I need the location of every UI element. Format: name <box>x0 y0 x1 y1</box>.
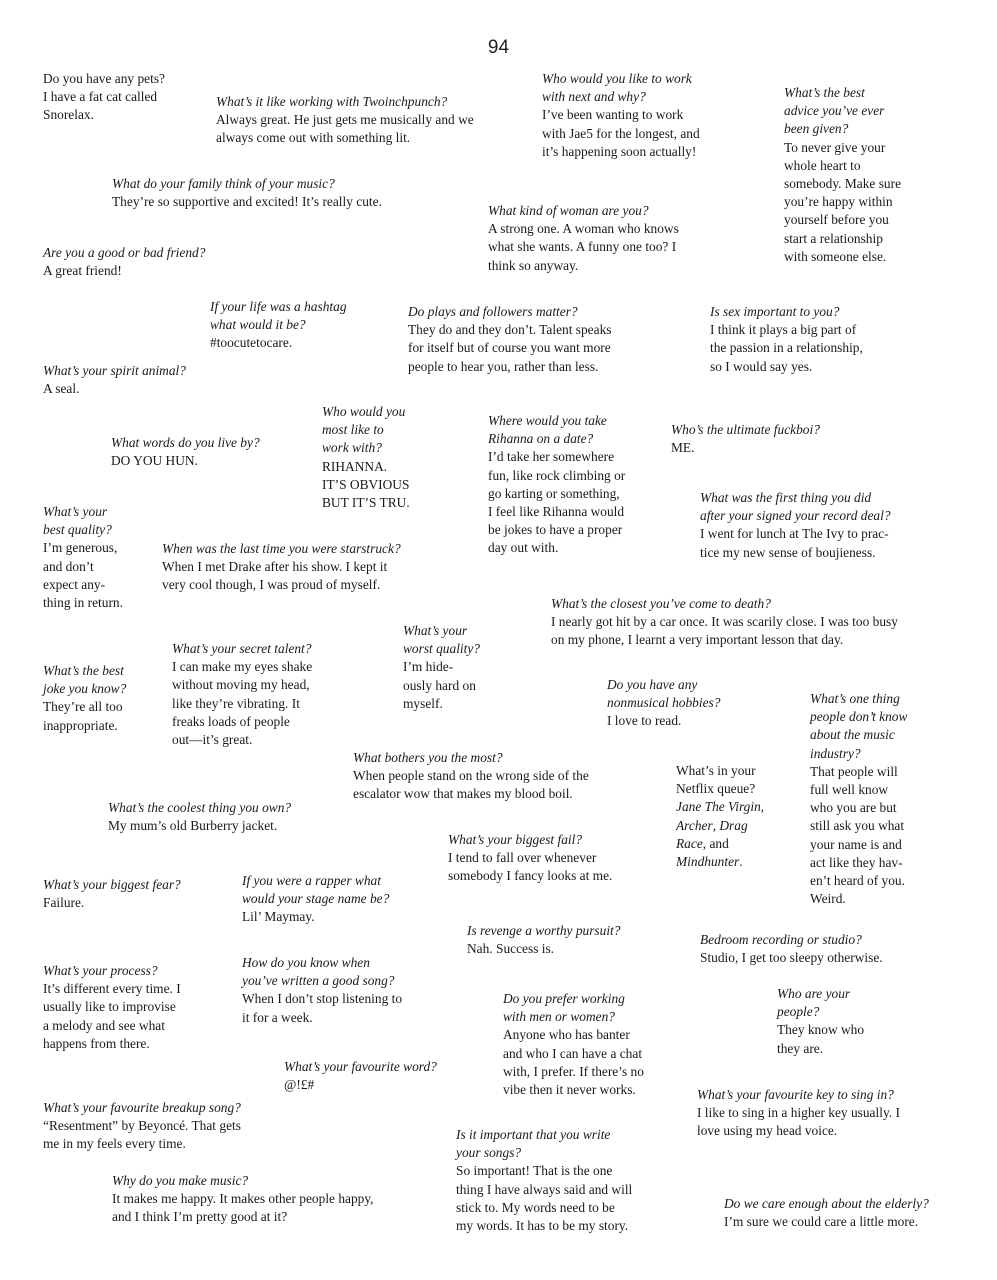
question: Who would you most like to work with? <box>322 404 406 456</box>
answer: I tend to fall over whenever somebody I fancy looks at me. <box>448 850 613 884</box>
answer: They’re so supportive and excited! It’s really cute. <box>112 194 382 210</box>
answer: That people will full well know who you are but still ask you what your name is and act like they hav- en’t heard of you. Weird. <box>810 763 905 907</box>
qa-why-music <box>112 1172 374 1227</box>
qa-process <box>43 962 181 1053</box>
answer: Studio, I get too sleepy otherwise. <box>700 950 883 966</box>
qa-men-or-women <box>503 990 644 1099</box>
answer-title: Drag Race <box>676 817 748 851</box>
answer: They do and they don’t. Talent speaks for itself but of course you want more people to hear you, rather than less. <box>408 322 612 374</box>
question: What’s your secret talent? <box>172 641 312 656</box>
question: What’s your biggest fail? <box>448 832 583 847</box>
qa-work-next <box>542 70 700 161</box>
question: What was the first thing you did after your signed your record deal? <box>700 490 891 524</box>
answer: A strong one. A woman who knows what she wants. A funny one too? I think so anyway. <box>488 221 679 273</box>
qa-hashtag <box>210 298 347 353</box>
answer: Do you have any pets? I have a fat cat called Snorelax. <box>43 71 165 123</box>
answer-title: Archer <box>676 817 713 833</box>
qa-write-songs <box>456 1126 632 1235</box>
answer: Always great. He just gets me musically and we always come out with something lit. <box>216 112 474 146</box>
qa-friend <box>43 244 205 280</box>
question: What’s the best joke you know? <box>43 663 127 697</box>
answer-text: . <box>739 854 743 870</box>
qa-revenge <box>467 922 620 958</box>
page-number: 94 <box>487 37 510 58</box>
answer: I’d take her somewhere fun, like rock climbing or go karting or something, I feel like Rihanna would be jokes to have a proper day out with. <box>488 449 626 556</box>
qa-hobbies <box>607 676 720 731</box>
answer: I like to sing in a higher key usually. I love using my head voice. <box>697 1105 900 1139</box>
question: What’s your worst quality? <box>403 623 481 657</box>
answer: Lil’ Maymay. <box>242 909 315 925</box>
answer: It makes me happy. It makes other people happy, and I think I’m pretty good at it? <box>112 1191 374 1225</box>
question: What kind of woman are you? <box>488 203 649 218</box>
answer: #toocutetocare. <box>210 335 293 351</box>
answer: I love to read. <box>607 713 682 729</box>
qa-netflix <box>676 762 764 871</box>
question: Do you have any nonmusical hobbies? <box>607 677 721 711</box>
answer-text: , <box>760 799 765 815</box>
qa-rapper-name <box>242 872 389 927</box>
question: Who are your people? <box>777 986 851 1020</box>
qa-family <box>112 175 382 211</box>
answer: I went for lunch at The Ivy to prac- tice my new sense of boujieness. <box>700 526 889 560</box>
qa-spirit-animal <box>43 362 186 398</box>
qa-best-advice <box>784 84 901 266</box>
qa-sex <box>710 303 863 376</box>
question: Where would you take Rihanna on a date? <box>488 413 607 447</box>
question: Who would you like to work with next and why? <box>542 71 692 105</box>
qa-bedroom-studio <box>700 931 883 967</box>
question: Who’s the ultimate fuckboi? <box>671 422 820 437</box>
qa-favourite-key <box>697 1086 900 1141</box>
answer: My mum’s old Burberry jacket. <box>108 818 278 834</box>
answer: So important! That is the one thing I have always said and will stick to. My words need to be my words. It has to be my story. <box>456 1163 633 1234</box>
qa-kind-of-woman <box>488 202 679 275</box>
question: What bothers you the most? <box>353 750 503 765</box>
answer: @!£# <box>284 1077 315 1093</box>
question: Do plays and followers matter? <box>408 304 578 319</box>
question: What words do you live by? <box>111 435 260 450</box>
qa-fuckboi <box>671 421 820 457</box>
answer: It’s different every time. I usually like to improvise a melody and see what happens from there. <box>43 981 181 1051</box>
qa-rihanna-date <box>488 412 625 558</box>
question: Do we care enough about the elderly? <box>724 1196 929 1211</box>
qa-record-deal <box>700 489 891 562</box>
question: If your life was a hashtag what would it be? <box>210 299 347 333</box>
answer: I’m hide- ously hard on myself. <box>403 659 476 711</box>
question: What’s the coolest thing you own? <box>108 800 292 815</box>
answer-title: Mindhunter <box>676 854 740 870</box>
qa-best-joke <box>43 662 126 735</box>
answer: ME. <box>671 440 695 456</box>
answer: A seal. <box>43 381 80 397</box>
question: Is sex important to you? <box>710 304 840 319</box>
qa-favourite-word <box>284 1058 437 1094</box>
question: What do your family think of your music? <box>112 176 335 191</box>
qa-plays-followers <box>408 303 611 376</box>
answer-text: What’s in your Netflix queue? <box>676 763 756 797</box>
answer: RIHANNA. IT’S OBVIOUS BUT IT’S TRU. <box>322 458 410 511</box>
answer: DO YOU HUN. <box>111 453 198 469</box>
question: Do you prefer working with men or women? <box>503 991 625 1025</box>
qa-best-quality <box>43 503 123 612</box>
qa-coolest-thing <box>108 799 291 835</box>
qa-music-industry <box>810 690 907 908</box>
question: What’s your favourite breakup song? <box>43 1100 241 1115</box>
question: If you were a rapper what would your stage name be? <box>242 873 390 907</box>
question: What’s the closest you’ve come to death? <box>551 596 771 611</box>
answer: I’m generous, and don’t expect any- thing in return. <box>43 540 123 611</box>
answer-text: , <box>712 817 720 833</box>
question: What’s your favourite word? <box>284 1059 437 1074</box>
question: How do you know when you’ve written a good song? <box>242 955 395 989</box>
qa-biggest-fail <box>448 831 612 886</box>
answer-text: , and <box>702 835 729 851</box>
question: Is revenge a worthy pursuit? <box>467 923 621 938</box>
question: Is it important that you write your songs? <box>456 1127 611 1161</box>
answer: “Resentment” by Beyoncé. That gets me in my feels every time. <box>43 1118 241 1152</box>
answer: They’re all too inappropriate. <box>43 699 123 733</box>
question: What’s one thing people don’t know about the music industry? <box>810 691 908 761</box>
answer: I think it plays a big part of the passion in a relationship, so I would say yes. <box>710 322 863 374</box>
question: What’s your process? <box>43 963 158 978</box>
qa-good-song <box>242 954 402 1027</box>
qa-live-by <box>111 434 260 470</box>
answer: Nah. Success is. <box>467 941 555 957</box>
answer: When I don’t stop listening to it for a week. <box>242 991 403 1025</box>
question: Bedroom recording or studio? <box>700 932 862 947</box>
question: What’s the best advice you’ve ever been given? <box>784 85 885 137</box>
answer: A great friend! <box>43 263 122 279</box>
qa-biggest-fear <box>43 876 181 912</box>
qa-elderly <box>724 1195 929 1231</box>
qa-starstruck <box>162 540 401 595</box>
question: What’s your favourite key to sing in? <box>697 1087 894 1102</box>
qa-your-people <box>777 985 864 1058</box>
question: What’s your best quality? <box>43 504 112 538</box>
question: Why do you make music? <box>112 1173 249 1188</box>
answer: To never give your whole heart to somebody. Make sure you’re happy within yourself before you start a relationship with someone else. <box>784 139 902 264</box>
answer: Anyone who has banter and who I can have a chat with, I prefer. If there’s no vibe then it never works. <box>503 1027 644 1098</box>
question: What’s your spirit animal? <box>43 363 186 378</box>
qa-secret-talent <box>172 640 312 749</box>
question: What’s your biggest fear? <box>43 877 181 892</box>
answer: I nearly got hit by a car once. It was scarily close. I was too busy on my phone, I learnt a very important lesson that day. <box>551 614 898 648</box>
answer: I’ve been wanting to work with Jae5 for the longest, and it’s happening soon actually! <box>542 107 700 159</box>
qa-breakup-song <box>43 1099 241 1154</box>
answer-title: Jane The Virgin <box>676 799 761 815</box>
question: What’s it like working with Twoinchpunch? <box>216 94 448 109</box>
answer: I can make my eyes shake without moving my head, like they’re vibrating. It freaks loads of people out—it’s great. <box>172 659 313 748</box>
answer: I’m sure we could care a little more. <box>724 1214 919 1230</box>
qa-worst-quality <box>403 622 480 713</box>
qa-twoinchpunch <box>216 93 474 148</box>
answer: When people stand on the wrong side of the escalator wow that makes my blood boil. <box>353 768 589 802</box>
answer: They know who they are. <box>777 1022 865 1056</box>
answer: When I met Drake after his show. I kept it very cool though, I was proud of myself. <box>162 559 388 593</box>
qa-pets <box>43 70 165 125</box>
answer <box>676 762 764 871</box>
question: Are you a good or bad friend? <box>43 245 206 260</box>
qa-death <box>551 595 898 650</box>
answer: Failure. <box>43 895 85 911</box>
question: When was the last time you were starstruck? <box>162 541 401 556</box>
qa-work-with <box>322 403 410 512</box>
qa-bothers <box>353 749 589 804</box>
